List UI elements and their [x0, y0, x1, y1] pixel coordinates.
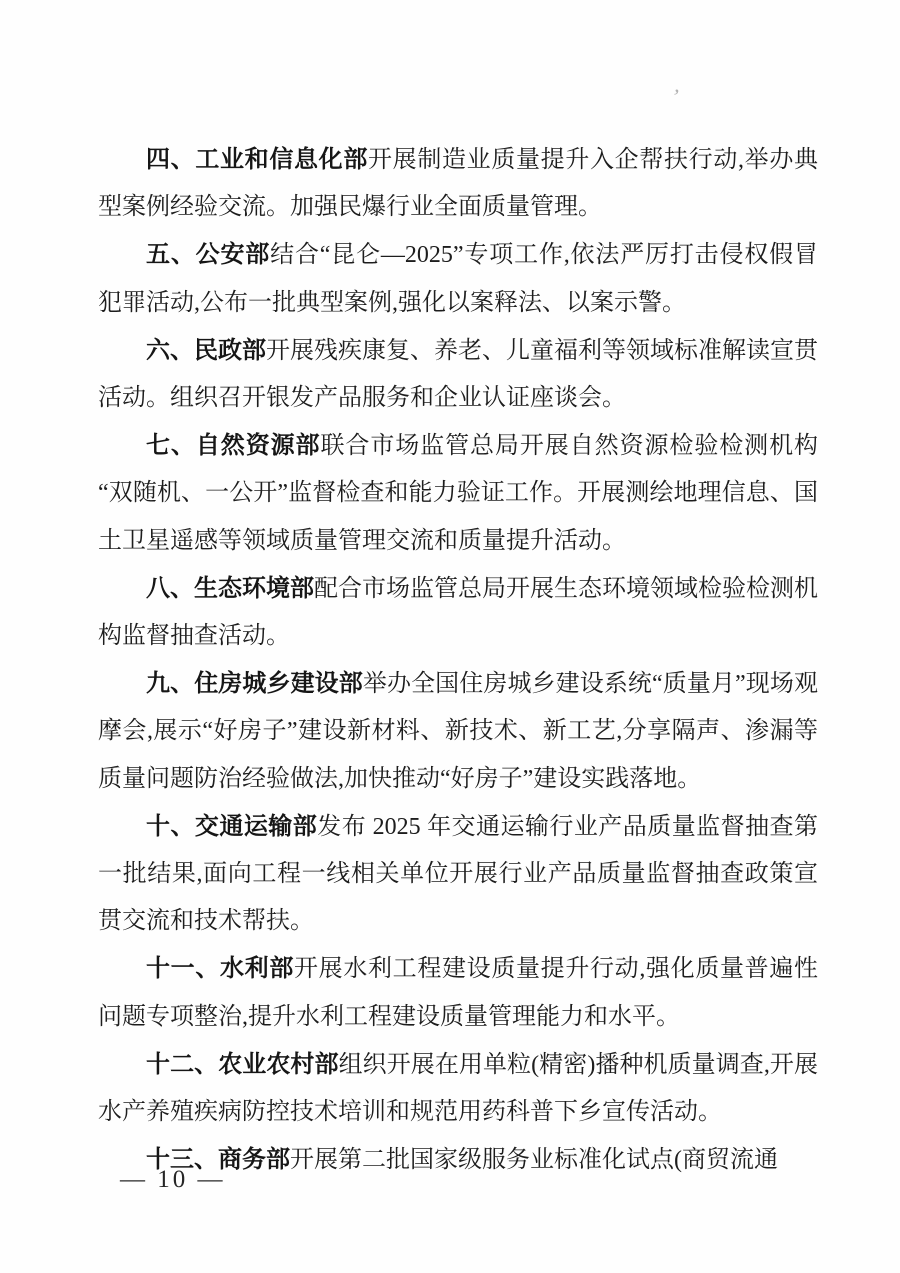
ministry-heading: 四、工业和信息化部	[146, 146, 368, 173]
paragraph-text: 发布 2025 年交通运输行业产品质量监督抽查第一批结果,面向工程一线相关单位开展行业产品质量监督抽查政策宣贯交流和技术帮扶。	[98, 813, 819, 935]
scan-artifact-mark: ’	[669, 83, 682, 110]
ministry-heading: 十二、农业农村部	[146, 1050, 339, 1078]
paragraph-item-7	[98, 422, 818, 565]
paragraph-item-8	[98, 565, 818, 660]
paragraph-text: 开展制造业质量提升入企帮扶行动,举办典型案例经验交流。加强民爆行业全面质量管理。	[98, 147, 818, 221]
paragraph-text: 开展残疾康复、养老、儿童福利等领域标准解读宣贯活动。组织召开银发产品服务和企业认证座谈会。	[98, 337, 818, 412]
paragraph-item-10	[98, 803, 818, 946]
paragraph-text: 举办全国住房城乡建设系统“质量月”现场观摩会,展示“好房子”建设新材料、新技术、新工艺,分享隔声、渗漏等质量问题防治经验做法,加快推动“好房子”建设实践落地。	[98, 671, 819, 792]
paragraph-text: 联合市场监管总局开展自然资源检验检测机构“双随机、一公开”监督检查和能力验证工作。开展测绘地理信息、国土卫星遥感等领域质量管理交流和质量提升活动。	[98, 433, 819, 554]
document-text-block	[98, 136, 818, 1184]
paragraph-text: 配合市场监管总局开展生态环境领域检验检测机构监督抽查活动。	[98, 575, 818, 650]
ministry-heading: 十三、商务部	[146, 1146, 290, 1174]
paragraph-text: 开展水利工程建设质量提升行动,强化质量普遍性问题专项整治,提升水利工程建设质量管理能力和水平。	[98, 956, 818, 1030]
page-number: — 10 —	[120, 1166, 226, 1193]
ministry-heading: 七、自然资源部	[146, 432, 321, 460]
paragraph-text: 开展第二批国家级服务业标准化试点(商贸流通	[290, 1147, 778, 1174]
paragraph-item-9	[98, 660, 818, 803]
ministry-heading: 十、交通运输部	[146, 812, 318, 840]
paragraph-item-12	[98, 1041, 818, 1136]
ministry-heading: 六、民政部	[146, 336, 266, 364]
paragraph-item-6	[98, 327, 818, 422]
paragraph-item-4	[98, 136, 818, 231]
paragraph-text: 组织开展在用单粒(精密)播种机质量调查,开展水产养殖疾病防控技术培训和规范用药科普下乡宣传活动。	[98, 1051, 819, 1126]
paragraph-item-11	[98, 945, 818, 1040]
paragraph-text: 结合“昆仑—2025”专项工作,依法严厉打击侵权假冒犯罪活动,公布一批典型案例,强化以案释法、以案示警。	[98, 242, 818, 316]
ministry-heading: 五、公安部	[146, 241, 271, 269]
ministry-heading: 十一、水利部	[146, 955, 294, 983]
ministry-heading: 九、住房城乡建设部	[146, 670, 363, 698]
ministry-heading: 八、生态环境部	[146, 574, 314, 602]
paragraph-item-5	[98, 231, 818, 326]
